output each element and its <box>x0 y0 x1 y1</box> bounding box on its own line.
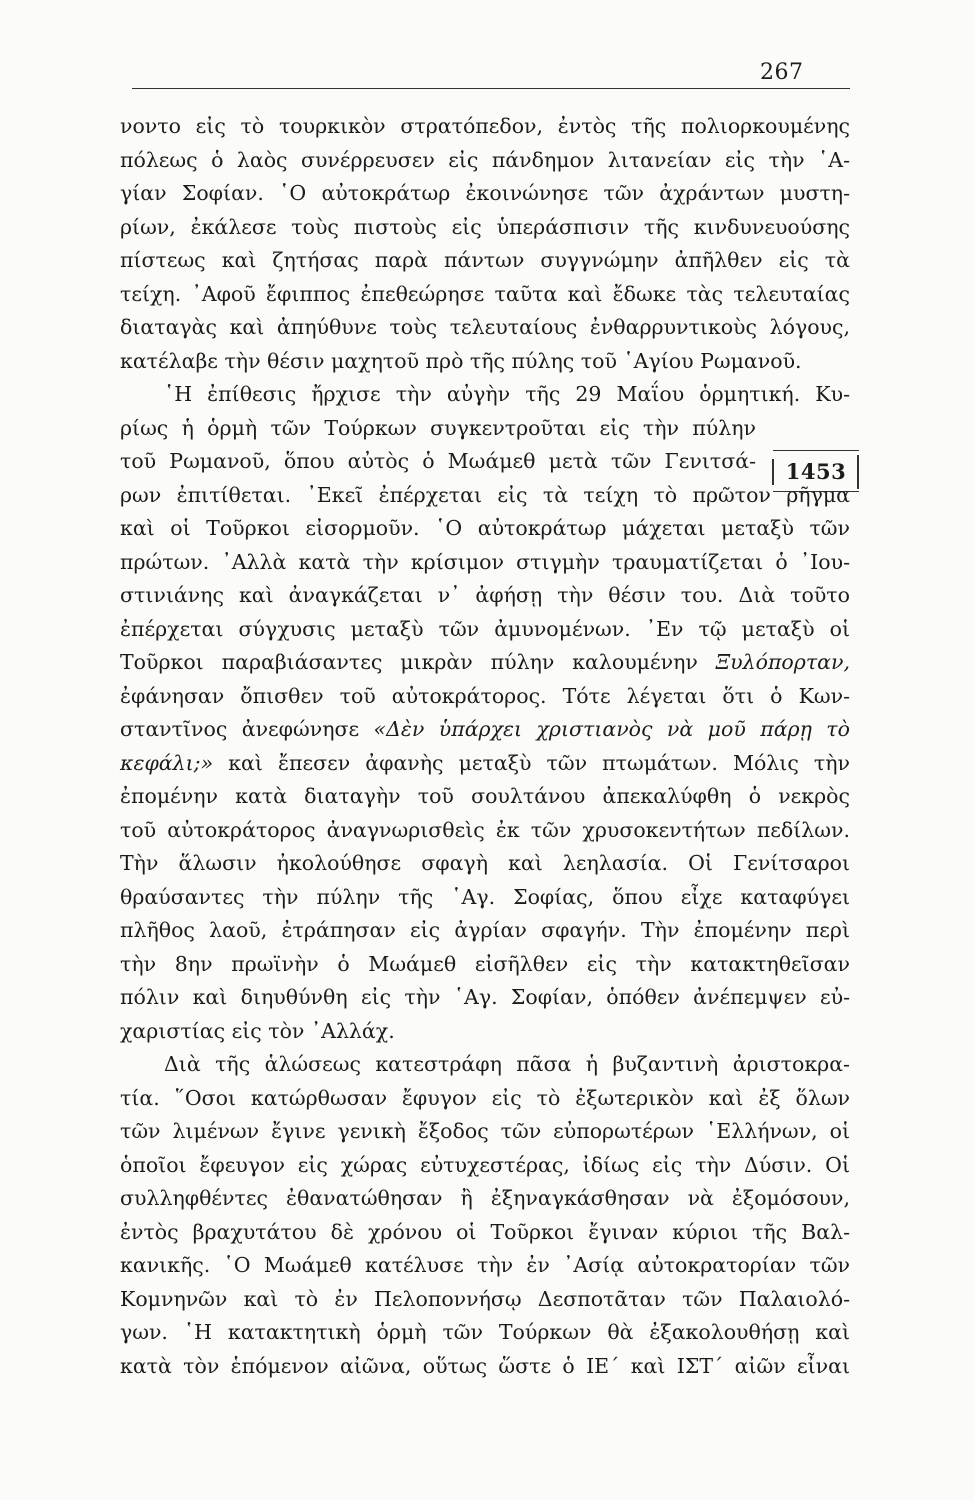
text-line <box>120 747 850 781</box>
text-line: ἐντὸς βραχυτάτου δὲ χρόνου οἱ Τοῦρκοι ἔγιναν κύριοι τῆς Βαλ- <box>120 1219 850 1244</box>
text-line: πίστεως καὶ ζητήσας παρὰ πάντων συγγνώμην ἀπῆλθεν εἰς τὰ <box>120 248 850 272</box>
text-line: τείχη. ᾿Αφοῦ ἔφιππος ἐπεθεώρησε ταῦτα καὶ ἔδωκε τὰς τελευταίας <box>120 281 850 306</box>
text-line: καὶ οἱ Τοῦρκοι εἰσορμοῦν. ῾Ο αὐτοκράτωρ μάχεται μεταξὺ τῶν <box>120 516 850 540</box>
text-line: τῶν λιμένων ἔγινε γενικὴ ἔξοδος τῶν εὐπορωτέρων ῾Ελλήνων, οἱ <box>120 1119 850 1143</box>
text-run: Τοῦρκοι παραβιάσαντες μικρὰν πύλην καλουμένην <box>120 650 698 674</box>
text-line: Διὰ τῆς ἁλώσεως κατεστράφη πᾶσα ἡ βυζαντινὴ ἀριστοκρα- <box>164 1052 850 1076</box>
text-line: τία. ῞Οσοι κατώρθωσαν ἔφυγον εἰς τὸ ἐξωτερικὸν καὶ ἐξ ὅλων <box>120 1085 850 1110</box>
text-line: τὴν 8ην πρωϊνὴν ὁ Μωάμεθ εἰσῆλθεν εἰς τὴν κατακτηθεῖσαν <box>120 951 850 976</box>
text-line: νοντο εἰς τὸ τουρκικὸν στρατόπεδον, ἐντὸς τῆς πολιορκουμένης <box>120 114 850 138</box>
page-number: 267 <box>760 60 804 85</box>
text-run: καὶ ἔπεσεν ἀφανὴς μεταξὺ τῶν πτωμάτων. Μόλις τὴν <box>228 750 850 775</box>
text-line: πόλιν καὶ διηυθύνθη εἰς τὴν ῾Αγ. Σοφίαν, ὁπόθεν ἀνέπεμψεν εὐ- <box>120 985 850 1009</box>
body-text <box>120 110 850 1383</box>
text-line: τοῦ αὐτοκράτορος ἀναγνωρισθεὶς ἐκ τῶν χρυσοκεντήτων πεδίλων. <box>120 817 850 842</box>
italic-gate-name: Ξυλόπορταν, <box>715 650 850 674</box>
text-line: ρων ἐπιτίθεται. ᾿Εκεῖ ἐπέρχεται εἰς τὰ τείχη τὸ πρῶτον ρῆγμα <box>120 482 850 507</box>
text-line: Κομνηνῶν καὶ τὸ ἐν Πελοποννήσῳ Δεσποτᾶταν τῶν Παλαιολό- <box>120 1286 850 1311</box>
text-line: κατὰ τὸν ἑπόμενον αἰῶνα, οὕτως ὥστε ὁ ΙΕ´ καὶ ΙΣΤ´ αἰῶν εἶναι <box>120 1353 850 1378</box>
text-line <box>120 713 850 747</box>
margin-note-right-bar <box>857 455 859 489</box>
text-line: ρίων, ἐκάλεσε τοὺς πιστοὺς εἰς ὑπεράσπισιν τῆς κινδυνευούσης <box>120 214 850 239</box>
text-line: διαταγὰς καὶ ἀπηύθυνε τοὺς τελευταίους ἐνθαρρυντικοὺς λόγους, <box>120 315 850 339</box>
margin-note-text: 1453 <box>785 458 847 484</box>
text-line: ἐφάνησαν ὄπισθεν τοῦ αὐτοκράτορος. Τότε λέγεται ὅτι ὁ Κων- <box>120 683 850 708</box>
text-line: στινιάνης καὶ ἀναγκάζεται ν᾿ ἀφήσῃ τὴν θέσιν του. Διὰ τοῦτο <box>120 583 850 607</box>
italic-quote: «Δὲν ὑπάρχει χριστιανὸς νὰ μοῦ πάρῃ τὸ <box>373 717 850 741</box>
text-line: γων. ῾Η κατακτητικὴ ὁρμὴ τῶν Τούρκων θὰ ἐξακολουθήσῃ καὶ <box>120 1320 850 1344</box>
text-line: πόλεως ὁ λαὸς συνέρρευσεν εἰς πάνδημον λιτανείαν εἰς τὴν ῾Α- <box>120 147 850 172</box>
text-line: ῾Η ἐπίθεσις ἤρχισε τὴν αὐγὴν τῆς 29 Μαΐου ὁρμητική. Κυ- <box>164 382 850 406</box>
text-line: θραύσαντες τὴν πύλην τῆς ῾Αγ. Σοφίας, ὅπου εἶχε καταφύγει <box>120 884 850 909</box>
text-line: ἐπέρχεται σύγχυσις μεταξὺ τῶν ἀμυνομένων. ᾿Εν τῷ μεταξὺ οἱ <box>120 616 850 641</box>
text-line: τοῦ Ρωμανοῦ, ὅπου αὐτὸς ὁ Μωάμεθ μετὰ τῶν Γενιτσά- <box>120 449 756 473</box>
text-line: γίαν Σοφίαν. ῾Ο αὐτοκράτωρ ἐκοινώνησε τῶν ἀχράντων μυστη- <box>120 181 850 205</box>
text-line <box>120 646 850 680</box>
text-line: συλληφθέντες ἐθανατώθησαν ἢ ἐξηναγκάσθησαν νὰ ἐξομόσουν, <box>120 1186 850 1210</box>
text-line: ὁποῖοι ἔφευγον εἰς χώρας εὐτυχεστέρας, ἰδίως εἰς τὴν Δύσιν. Οἱ <box>120 1152 850 1177</box>
text-line: ἐπομένην κατὰ διαταγὴν τοῦ σουλτάνου ἀπεκαλύφθη ὁ νεκρὸς <box>120 784 850 808</box>
text-line: πλῆθος λαοῦ, ἐτράπησαν εἰς ἀγρίαν σφαγήν. Τὴν ἐπομένην περὶ <box>120 918 850 942</box>
text-line: πρώτων. ᾿Αλλὰ κατὰ τὴν κρίσιμον στιγμὴν τραυματίζεται ὁ ᾿Ιου- <box>120 549 850 574</box>
text-line: χαριστίας εἰς τὸν ᾿Αλλάχ. <box>120 1018 395 1043</box>
text-line: κανικῆς. ῾Ο Μωάμεθ κατέλυσε τὴν ἐν ᾿Ασίᾳ αὐτοκρατορίαν τῶν <box>120 1253 850 1277</box>
header-rule <box>132 88 850 89</box>
text-line: κατέλαβε τὴν θέσιν μαχητοῦ πρὸ τῆς πύλης τοῦ ῾Αγίου Ρωμανοῦ. <box>120 348 802 373</box>
text-line: Τὴν ἅλωσιν ἠκολούθησε σφαγὴ καὶ λεηλασία. Οἱ Γενίτσαροι <box>120 851 850 875</box>
italic-quote-end: κεφάλι;» <box>120 750 214 775</box>
text-line: ρίως ἡ ὁρμὴ τῶν Τούρκων συγκεντροῦται εἰς τὴν πύλην <box>120 415 756 440</box>
text-run: σταντῖνος ἀνεφώνησε <box>120 717 360 741</box>
